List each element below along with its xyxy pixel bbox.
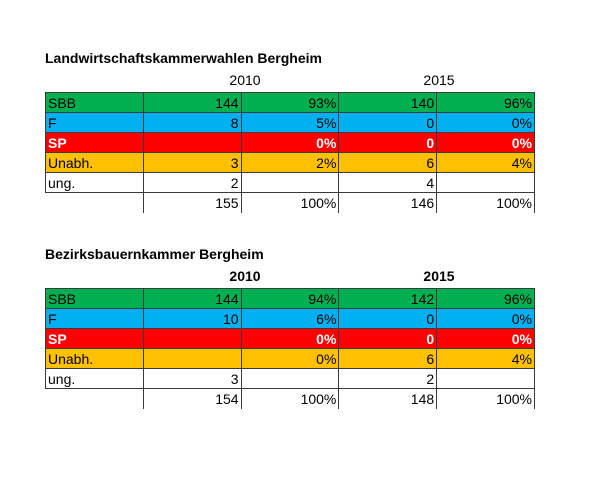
table1-row-unabh [46, 153, 535, 173]
total-2015-count: 148 [339, 389, 437, 409]
row-label: ung. [46, 173, 144, 193]
cell-2015-percent: 4% [437, 153, 535, 173]
row-label: Unabh. [46, 349, 144, 369]
table2-row-unabh [46, 349, 535, 369]
cell-2015-percent [437, 173, 535, 193]
row-label: F [46, 309, 144, 329]
row-label: Unabh. [46, 153, 144, 173]
row-label: F [46, 113, 144, 133]
cell-2010-count: 8 [143, 113, 241, 133]
cell-2010-count: 144 [143, 93, 241, 113]
cell-2015-count: 0 [339, 133, 437, 153]
table1 [45, 92, 535, 213]
table2-row-total [46, 389, 535, 409]
cell-2015-percent: 0% [437, 133, 535, 153]
cell-2010-percent: 6% [241, 309, 339, 329]
cell-2015-count: 140 [339, 93, 437, 113]
row-label: SP [46, 133, 144, 153]
table2-title: Bezirksbauernkammer Bergheim [45, 246, 264, 262]
cell-2015-percent: 96% [437, 93, 535, 113]
cell-2010-count [143, 133, 241, 153]
total-2010-count: 155 [143, 193, 241, 213]
cell-2015-percent: 0% [437, 113, 535, 133]
row-label: SBB [46, 289, 144, 309]
cell-2010-percent [241, 369, 339, 389]
total-2010-percent: 100% [241, 193, 339, 213]
total-2015-count: 146 [339, 193, 437, 213]
table2-row-sbb [46, 289, 535, 309]
cell-2010-percent: 5% [241, 113, 339, 133]
row-label: SP [46, 329, 144, 349]
cell-2010-count: 2 [143, 173, 241, 193]
cell-2015-percent: 4% [437, 349, 535, 369]
row-label-empty [46, 193, 144, 213]
cell-2015-count: 2 [339, 369, 437, 389]
cell-2010-count: 144 [143, 289, 241, 309]
cell-2015-count: 0 [339, 309, 437, 329]
cell-2010-percent: 0% [241, 329, 339, 349]
cell-2010-count [143, 349, 241, 369]
total-2010-percent: 100% [241, 389, 339, 409]
table1-row-sbb [46, 93, 535, 113]
table2-year-2010: 2010 [229, 268, 261, 284]
cell-2015-count: 4 [339, 173, 437, 193]
table1-row-ung [46, 173, 535, 193]
table1-title: Landwirtschaftskammerwahlen Bergheim [45, 50, 322, 66]
table1-row-total [46, 193, 535, 213]
cell-2010-count: 3 [143, 369, 241, 389]
cell-2015-percent: 0% [437, 309, 535, 329]
table1-row-sp [46, 133, 535, 153]
cell-2015-count: 142 [339, 289, 437, 309]
table1-year-2015: 2015 [423, 72, 455, 88]
total-2015-percent: 100% [437, 193, 535, 213]
cell-2015-percent: 96% [437, 289, 535, 309]
cell-2015-count: 0 [339, 113, 437, 133]
cell-2015-percent: 0% [437, 329, 535, 349]
cell-2015-count: 6 [339, 153, 437, 173]
total-2010-count: 154 [143, 389, 241, 409]
table2-row-f [46, 309, 535, 329]
cell-2010-count [143, 329, 241, 349]
cell-2010-count: 10 [143, 309, 241, 329]
cell-2010-percent: 93% [241, 93, 339, 113]
total-2015-percent: 100% [437, 389, 535, 409]
table2-year-2015: 2015 [423, 268, 455, 284]
cell-2010-percent: 0% [241, 349, 339, 369]
row-label: ung. [46, 369, 144, 389]
table2 [45, 288, 535, 409]
table2-row-ung [46, 369, 535, 389]
cell-2010-count: 3 [143, 153, 241, 173]
table2-row-sp [46, 329, 535, 349]
cell-2010-percent [241, 173, 339, 193]
row-label: SBB [46, 93, 144, 113]
cell-2015-percent [437, 369, 535, 389]
table1-row-f [46, 113, 535, 133]
cell-2015-count: 6 [339, 349, 437, 369]
cell-2010-percent: 2% [241, 153, 339, 173]
cell-2015-count: 0 [339, 329, 437, 349]
row-label-empty [46, 389, 144, 409]
table1-year-2010: 2010 [229, 72, 261, 88]
cell-2010-percent: 0% [241, 133, 339, 153]
cell-2010-percent: 94% [241, 289, 339, 309]
